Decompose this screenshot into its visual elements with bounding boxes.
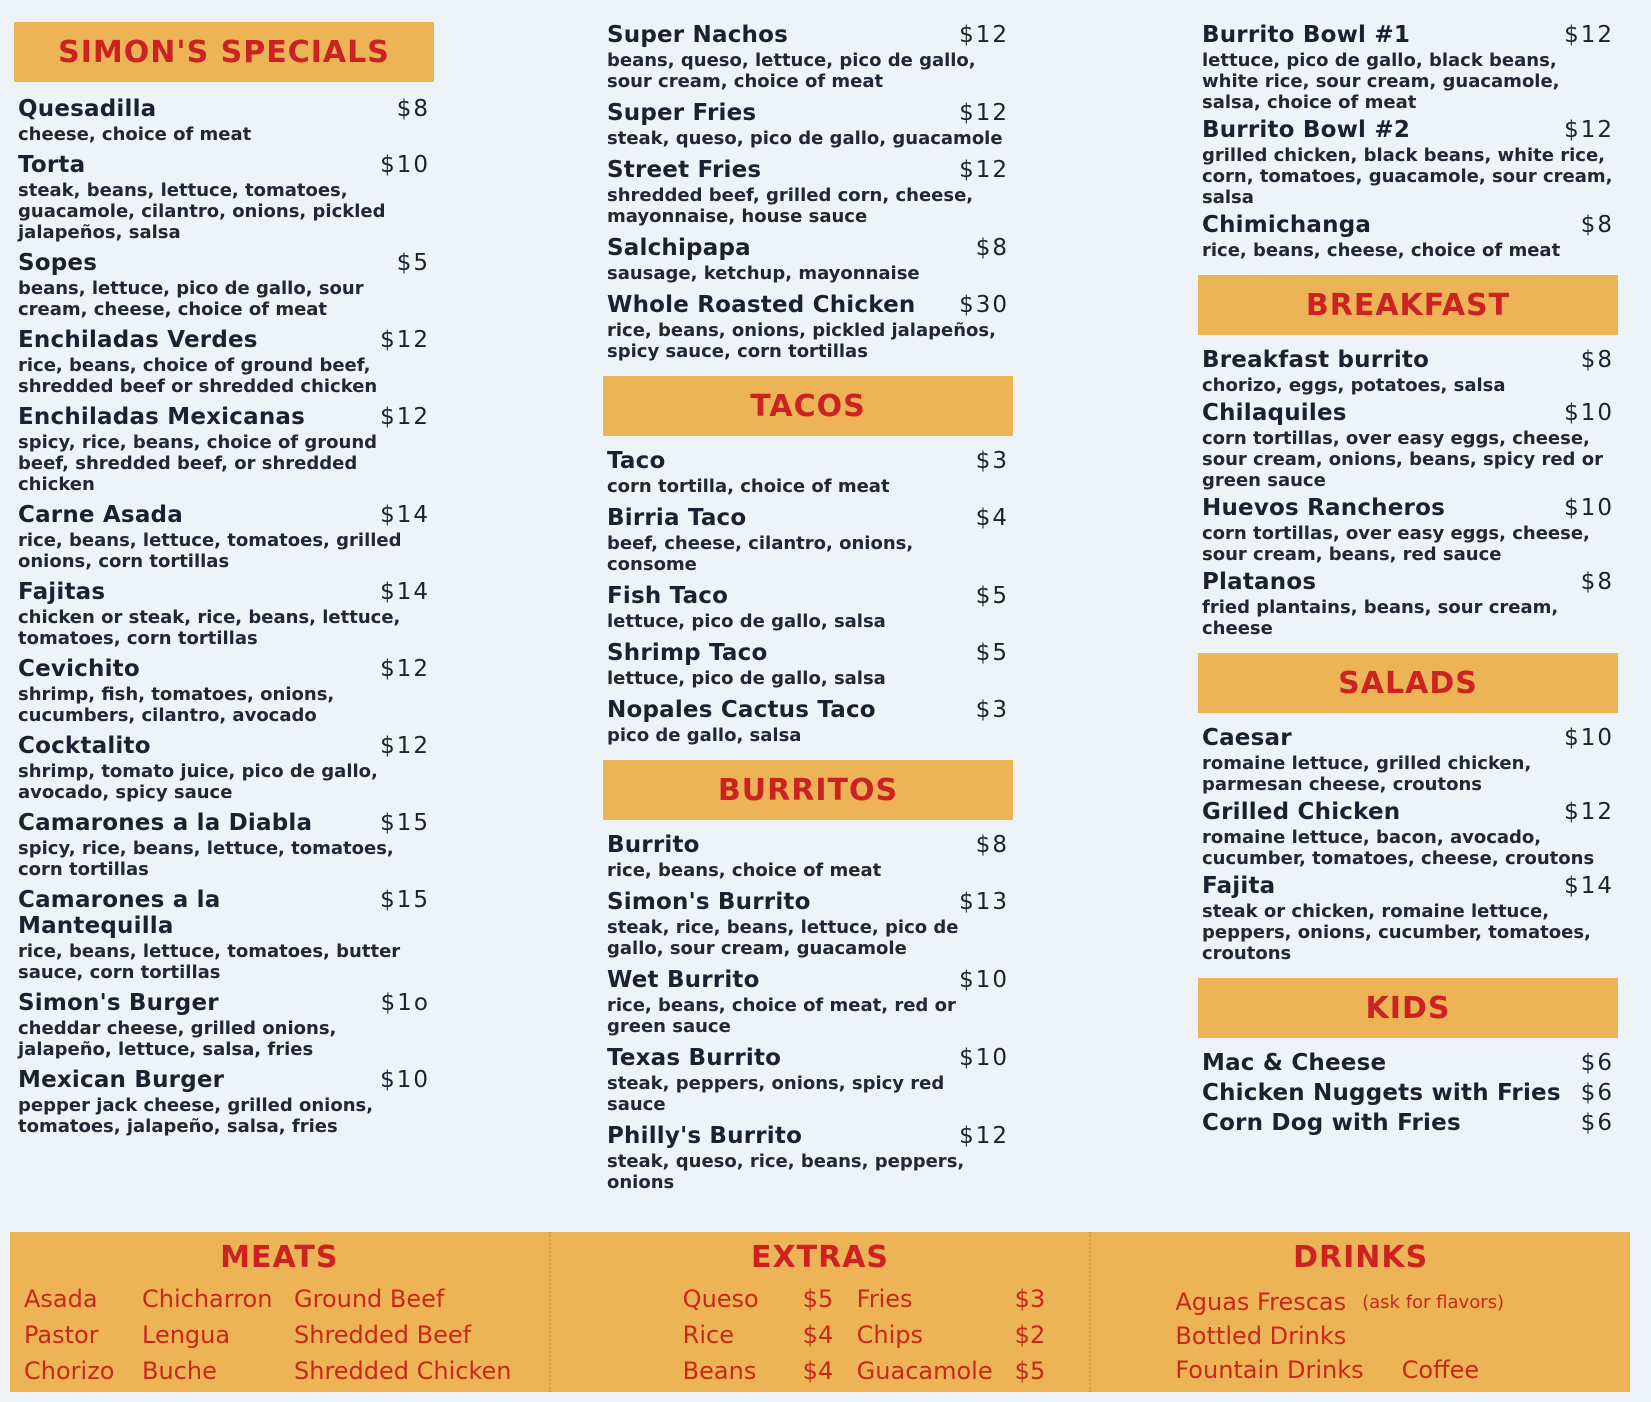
menu-item [1202,873,1614,964]
menu-item-name: Fajita [1202,873,1276,899]
tacos-banner: TACOS [603,376,1013,436]
menu-item [18,656,430,726]
meat-option: Asada [24,1285,98,1313]
extra-cell: Chips [856,1321,924,1349]
menu-item-description: fried plantains, beans, sour cream, cheese [1202,597,1559,639]
bottom-panel [10,1232,1630,1392]
menu-item-price: $10 [1564,400,1614,426]
menu-item [18,733,430,803]
menu-item-description: cheese, choice of meat [18,124,252,145]
menu-item [1202,725,1614,795]
menu-item-description: shrimp, fish, tomatoes, onions, cucumbers, cilantro, avocado [18,684,335,726]
menu-item-description: cheddar cheese, grilled onions, jalapeño, lettuce, salsa, fries [18,1018,337,1060]
menu-item-description: spicy, rice, beans, choice of ground beef, shredded beef, or shredded chicken [18,432,378,495]
menu-item-name: Chimichanga [1202,212,1372,238]
menu-item-name: Carne Asada [18,502,183,528]
menu-item-header [607,583,1009,609]
menu-item-header [607,100,1009,126]
menu-item-description: lettuce, pico de gallo, salsa [607,611,886,632]
menu-item-price: $3 [975,448,1009,474]
menu-item [18,152,430,243]
menu-item-name: Sopes [18,250,98,276]
menu-item-description: romaine lettuce, grilled chicken, parmesan cheese, croutons [1202,753,1532,795]
menu-item-header [18,887,430,939]
menu-item-price: $1o [380,990,430,1016]
menu-item-price: $14 [380,502,430,528]
menu-item-header [1202,799,1614,825]
meat-option: Ground Beef [294,1285,445,1313]
salads-list [1198,725,1618,964]
menu-item-price: $10 [1564,495,1614,521]
menu-item-name: Burrito Bowl #1 [1202,22,1411,48]
drink-bottled: Bottled Drinks [1175,1322,1347,1350]
left-column [14,22,434,1144]
extra-cell: Fries [856,1285,913,1313]
menu-item-price: $8 [1580,569,1614,595]
menu-item-description: chicken or steak, rice, beans, lettuce, tomatoes, corn tortillas [18,607,401,649]
menu-item-header [607,1045,1009,1071]
menu-item-price: $12 [959,1123,1009,1149]
menu-item-name: Street Fries [607,157,762,183]
menu-item [1202,212,1614,261]
menu-item [607,22,1009,92]
menu-item-description: shrimp, tomato juice, pico de gallo, avocado, spicy sauce [18,761,378,803]
drink-note: (ask for flavors) [1362,1291,1505,1313]
snacks-list [603,22,1013,362]
menu-item-description: romaine lettuce, bacon, avocado, cucumber, tomatoes, cheese, croutons [1202,827,1595,869]
menu-item-price: $6 [1580,1050,1614,1076]
menu-item-description: steak or chicken, romaine lettuce, peppers, onions, cucumber, tomatoes, croutons [1202,901,1591,964]
menu-item [1202,1050,1614,1076]
menu-item-header [18,404,430,430]
menu-item-name: Burrito [607,832,700,858]
menu-item [607,697,1009,746]
menu-item-description: rice, beans, lettuce, tomatoes, grilled onions, corn tortillas [18,530,402,572]
menu-item-header [18,502,430,528]
menu-item [18,887,430,983]
drink-fountain: Fountain Drinks [1175,1356,1364,1384]
menu-item-description: rice, beans, cheese, choice of meat [1202,240,1561,261]
menu-item-name: Quesadilla [18,96,157,122]
menu-item-description: corn tortillas, over easy eggs, cheese, sour cream, onions, beans, spicy red or green sauce [1202,428,1603,491]
menu-item [18,404,430,495]
menu-item [18,579,430,649]
menu-item-name: Platanos [1202,569,1317,595]
menu-item-header [607,889,1009,915]
menu-item-name: Fajitas [18,579,106,605]
menu-item-name: Camarones a la Mantequilla [18,887,221,939]
menu-item-price: $15 [380,887,430,913]
menu-item-name: Chilaquiles [1202,400,1347,426]
menu-item-header [18,1067,430,1093]
extra-cell: $4 [802,1321,834,1349]
menu-item [607,1123,1009,1193]
meats-section [10,1232,549,1392]
meat-option: Chorizo [24,1357,115,1385]
menu-item [607,157,1009,227]
menu-item [607,889,1009,959]
meat-option: Lengua [142,1321,231,1349]
menu-item-price: $6 [1580,1080,1614,1106]
menu-item-price: $13 [959,889,1009,915]
meat-option: Pastor [24,1321,99,1349]
menu-item [607,100,1009,149]
menu-item-name: Breakfast burrito [1202,347,1430,373]
tacos-list [603,448,1013,746]
menu-item [607,448,1009,497]
menu-item-price: $8 [975,832,1009,858]
menu-item [1202,569,1614,639]
menu-item-description: spicy, rice, beans, lettuce, tomatoes, corn tortillas [18,838,394,880]
menu-item-description: lettuce, pico de gallo, salsa [607,668,886,689]
menu-item [1202,22,1614,113]
drinks-row [1175,1285,1616,1319]
menu-item-description: chorizo, eggs, potatoes, salsa [1202,375,1506,396]
menu-item-price: $10 [1564,725,1614,751]
menu-item [607,235,1009,284]
extras-grid [683,1285,1076,1385]
drinks-row [1175,1353,1616,1387]
menu-item-name: Simon's Burrito [607,889,811,915]
menu-item-description: rice, beans, lettuce, tomatoes, butter sauce, corn tortillas [18,941,401,983]
menu-item-name: Huevos Rancheros [1202,495,1445,521]
menu-item-name: Wet Burrito [607,967,760,993]
kids-list [1198,1050,1618,1136]
extra-cell: Rice [682,1321,734,1349]
drinks-title: DRINKS [1293,1240,1429,1275]
menu-item-price: $15 [380,810,430,836]
specials-banner: SIMON'S SPECIALS [14,22,434,82]
menu-item-price: $5 [396,250,430,276]
burritos-list [603,832,1013,1193]
right-column [1198,22,1618,1140]
menu-item-description: sausage, ketchup, mayonnaise [607,263,920,284]
menu-item-description: rice, beans, onions, pickled jalapeños, spicy sauce, corn tortillas [607,320,996,362]
menu-item [1202,495,1614,565]
menu-item-price: $12 [380,656,430,682]
bowls-list [1198,22,1618,261]
menu-item-price: $6 [1580,1110,1614,1136]
menu-item-header [1202,347,1614,373]
menu-item-header [1202,1080,1614,1106]
menu-item-name: Caesar [1202,725,1292,751]
drink-coffee: Coffee [1401,1356,1480,1384]
menu-item-name: Corn Dog with Fries [1202,1110,1461,1136]
menu-item-header [18,152,430,178]
menu-item-price: $3 [975,697,1009,723]
extras-section [549,1232,1090,1392]
specials-list [14,96,434,1137]
menu-item-name: Birria Taco [607,505,747,531]
menu-item [18,1067,430,1137]
menu-item-price: $12 [380,327,430,353]
menu-item-price: $10 [959,967,1009,993]
menu-item-name: Shrimp Taco [607,640,768,666]
menu-item [1202,1110,1614,1136]
menu-item-header [18,96,430,122]
menu-item-description: rice, beans, choice of meat, red or green sauce [607,995,956,1037]
menu-item-price: $10 [380,152,430,178]
menu-item-price: $5 [975,583,1009,609]
menu-item-price: $5 [975,640,1009,666]
menu-item [18,502,430,572]
extra-cell: $2 [1014,1321,1046,1349]
breakfast-list [1198,347,1618,639]
menu-item-price: $14 [380,579,430,605]
menu-item-header [607,235,1009,261]
menu-item-name: Simon's Burger [18,990,219,1016]
menu-item-description: beans, queso, lettuce, pico de gallo, sour cream, choice of meat [607,50,976,92]
extra-cell: Guacamole [856,1357,993,1385]
menu-item-name: Whole Roasted Chicken [607,292,916,318]
extra-cell: $4 [802,1357,834,1385]
menu-item [607,832,1009,881]
menu-item [18,250,430,320]
drinks-row [1175,1319,1616,1353]
menu-item [1202,400,1614,491]
menu-item-description: corn tortilla, choice of meat [607,476,890,497]
menu-item-description: beans, lettuce, pico de gallo, sour cream, cheese, choice of meat [18,278,364,320]
menu-item-price: $8 [975,235,1009,261]
menu-item-price: $10 [959,1045,1009,1071]
menu-item-name: Mac & Cheese [1202,1050,1387,1076]
menu-item-name: Nopales Cactus Taco [607,697,876,723]
extra-cell: $5 [802,1285,834,1313]
menu-item-description: steak, beans, lettuce, tomatoes, guacamole, cilantro, onions, pickled jalapeños, salsa [18,180,386,243]
menu-item-header [607,22,1009,48]
menu-item-description: lettuce, pico de gallo, black beans, white rice, sour cream, guacamole, salsa, choice of meat [1202,50,1560,113]
menu-item-header [607,157,1009,183]
menu-item-header [607,640,1009,666]
menu-item-price: $12 [959,157,1009,183]
menu-item [607,1045,1009,1115]
menu-item-description: beef, cheese, cilantro, onions, consome [607,533,914,575]
menu-item-header [18,656,430,682]
menu-item-header [607,832,1009,858]
menu-item-header [18,990,430,1016]
extra-cell: Queso [682,1285,759,1313]
drinks-section [1089,1232,1630,1392]
menu-item [1202,347,1614,396]
menu-item-price: $12 [380,733,430,759]
menu-item-header [1202,1050,1614,1076]
middle-column [603,22,1013,1201]
menu-item-name: Taco [607,448,666,474]
menu-item-description: steak, peppers, onions, spicy red sauce [607,1073,945,1115]
menu-item-price: $10 [380,1067,430,1093]
salads-banner: SALADS [1198,653,1618,713]
breakfast-banner: BREAKFAST [1198,275,1618,335]
menu-item-header [1202,495,1614,521]
menu-item-price: $4 [975,505,1009,531]
menu-item-header [1202,569,1614,595]
menu-item-name: Super Nachos [607,22,789,48]
menu-item [18,990,430,1060]
menu-item-header [18,579,430,605]
menu-item-header [607,1123,1009,1149]
meat-option: Shredded Beef [294,1321,472,1349]
menu-item [607,640,1009,689]
extra-cell: $5 [1014,1357,1046,1385]
menu-item-header [18,250,430,276]
menu-item-price: $8 [396,96,430,122]
menu-item-name: Cocktalito [18,733,151,759]
menu-item-description: pepper jack cheese, grilled onions, tomatoes, jalapeño, salsa, fries [18,1095,374,1137]
menu-item-header [607,292,1009,318]
menu-item-name: Mexican Burger [18,1067,225,1093]
menu-item-name: Camarones a la Diabla [18,810,313,836]
menu-item-price: $12 [959,22,1009,48]
menu-item [607,505,1009,575]
menu-item [607,967,1009,1037]
menu-item-description: corn tortillas, over easy eggs, cheese, sour cream, beans, red sauce [1202,523,1590,565]
extras-title: EXTRAS [751,1240,890,1275]
menu-item-name: Chicken Nuggets with Fries [1202,1080,1561,1106]
menu-item-name: Enchiladas Verdes [18,327,258,353]
menu-item-description: steak, queso, pico de gallo, guacamole [607,128,1003,149]
menu-item-header [18,810,430,836]
menu-item-header [1202,725,1614,751]
meats-title: MEATS [220,1240,339,1275]
meat-option: Chicharron [142,1285,273,1313]
menu-item-header [1202,117,1614,143]
menu-item-name: Salchipapa [607,235,751,261]
menu-item-price: $12 [1564,799,1614,825]
menu-item-header [18,733,430,759]
menu-item-header [607,448,1009,474]
menu-item-price: $14 [1564,873,1614,899]
menu-item-name: Cevichito [18,656,140,682]
menu-item-name: Torta [18,152,86,178]
menu-item [1202,117,1614,208]
menu-item-price: $8 [1580,347,1614,373]
extra-cell: Beans [682,1357,757,1385]
menu-item-description: rice, beans, choice of meat [607,860,882,881]
menu-item-price: $12 [380,404,430,430]
menu-item-name: Grilled Chicken [1202,799,1401,825]
menu-item [607,583,1009,632]
meat-option: Buche [142,1357,217,1385]
menu-item [18,327,430,397]
menu-item-description: grilled chicken, black beans, white rice, corn, tomatoes, guacamole, sour cream, salsa [1202,145,1613,208]
menu-item-price: $8 [1580,212,1614,238]
menu-item-name: Philly's Burrito [607,1123,803,1149]
menu-item-header [1202,1110,1614,1136]
menu-item-header [607,697,1009,723]
burritos-banner: BURRITOS [603,760,1013,820]
menu-item-header [1202,22,1614,48]
menu-item-header [18,327,430,353]
menu-item-header [607,505,1009,531]
menu-item-description: steak, queso, rice, beans, peppers, onions [607,1151,965,1193]
meats-grid [24,1285,535,1385]
menu-item-description: pico de gallo, salsa [607,725,802,746]
menu-item-header [1202,873,1614,899]
menu-item-name: Fish Taco [607,583,729,609]
meat-option: Shredded Chicken [294,1357,512,1385]
extra-cell: $3 [1014,1285,1046,1313]
menu-item-header [1202,400,1614,426]
menu-item-header [1202,212,1614,238]
menu-item-name: Enchiladas Mexicanas [18,404,306,430]
menu-item [607,292,1009,362]
menu-item [18,96,430,145]
menu-item-description: shredded beef, grilled corn, cheese, mayonnaise, house sauce [607,185,974,227]
menu-item-header [607,967,1009,993]
menu-item-price: $12 [1564,22,1614,48]
drink-aguas: Aguas Frescas [1175,1288,1347,1316]
menu-item-price: $30 [959,292,1009,318]
menu-item-name: Burrito Bowl #2 [1202,117,1411,143]
menu-item-price: $12 [959,100,1009,126]
drinks-list [1175,1285,1616,1387]
menu-item [18,810,430,880]
menu-item-name: Texas Burrito [607,1045,782,1071]
menu-item-description: rice, beans, choice of ground beef, shredded beef or shredded chicken [18,355,378,397]
kids-banner: KIDS [1198,978,1618,1038]
menu-item-description: steak, rice, beans, lettuce, pico de gallo, sour cream, guacamole [607,917,959,959]
menu-item [1202,799,1614,869]
menu-item-price: $12 [1564,117,1614,143]
menu-item-name: Super Fries [607,100,757,126]
menu-item [1202,1080,1614,1106]
